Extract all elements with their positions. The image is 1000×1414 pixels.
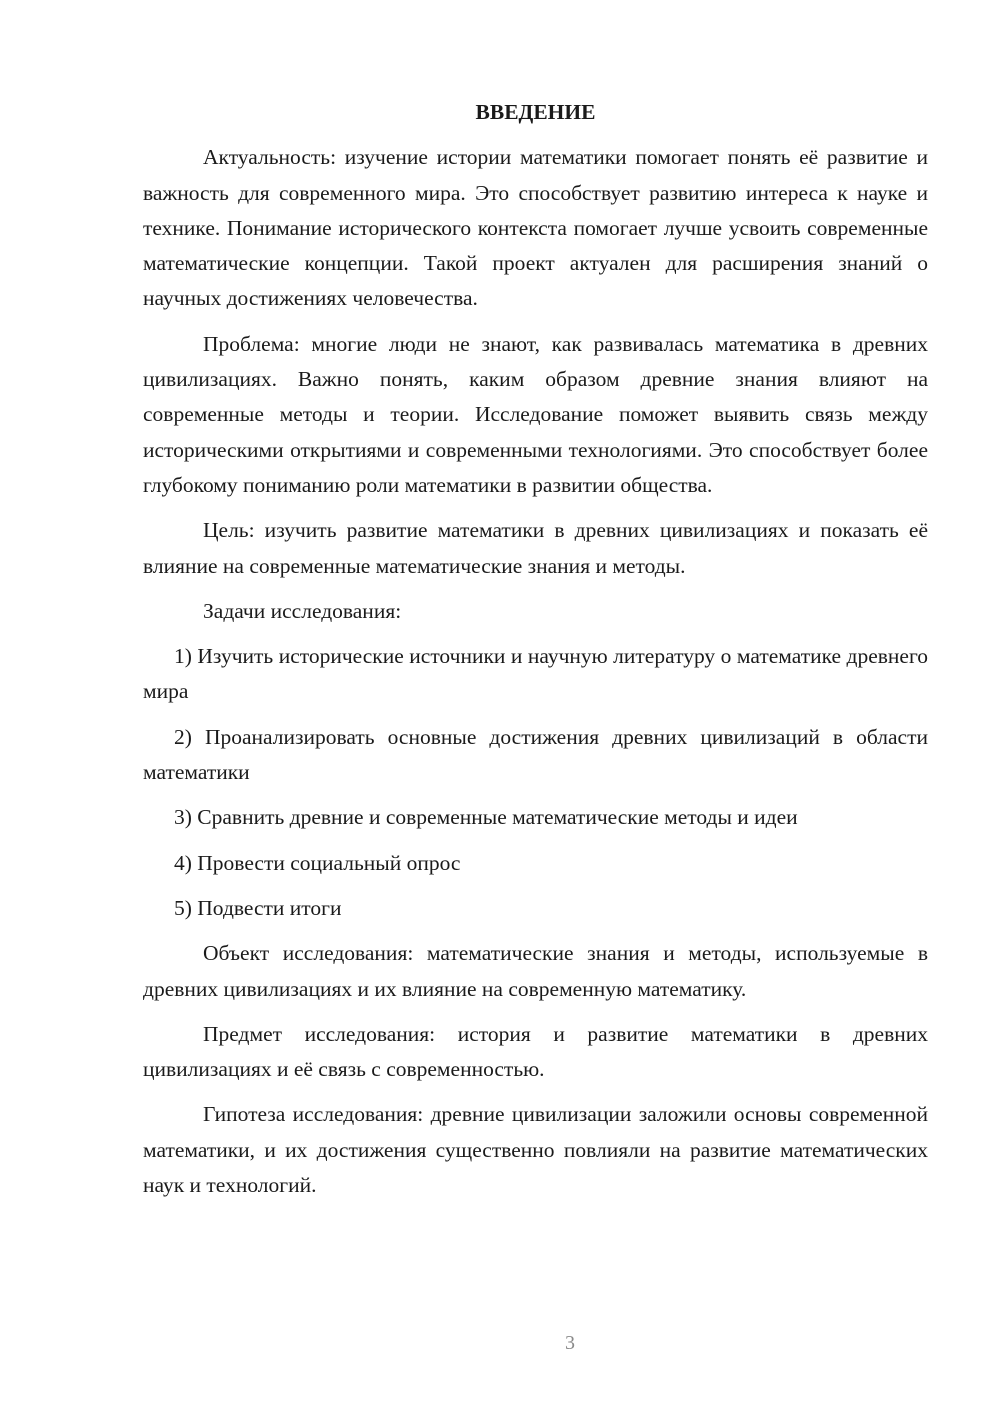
page-title: ВВЕДЕНИЕ bbox=[475, 100, 596, 124]
list-item: 5) Подвести итоги bbox=[174, 895, 342, 920]
list-item: 1) Изучить исторические источники и научную литературу о математике древнего мира bbox=[143, 644, 928, 704]
object-paragraph: Объект исследования: математические знания и методы, используемые в древних цивилизациях и их влияние на современную математику. bbox=[143, 941, 928, 1001]
tasks-list bbox=[143, 639, 928, 926]
list-item: 3) Сравнить древние и современные математические методы и идеи bbox=[174, 805, 798, 830]
problem-paragraph: Проблема: многие люди не знают, как развивалась математика в древних цивилизациях. Важно понять, каким образом древние знания влияют на современные методы и теории. Исследование поможет выявить связь между историческими открытиями и современными технологиями. Это способствует более глубокому пониманию роли математики в развитии общества. bbox=[143, 331, 928, 497]
hypothesis-paragraph: Гипотеза исследования: древние цивилизации заложили основы современной математики, и их достижения существенно повлияли на развитие математических наук и технологий. bbox=[143, 1102, 928, 1198]
relevance-paragraph: Актуальность: изучение истории математики помогает понять её развитие и важность для современного мира. Это способствует развитию интереса к науке и технике. Понимание исторического контекста помогает лучше усвоить современные математические концепции. Такой проект актуален для расширения знаний о научных достижениях человечества. bbox=[143, 145, 928, 311]
goal-paragraph: Цель: изучить развитие математики в древних цивилизациях и показать её влияние на современные математические знания и методы. bbox=[143, 518, 928, 578]
document-body bbox=[143, 95, 928, 1213]
tasks-heading: Задачи исследования: bbox=[203, 598, 402, 623]
page-number: 3 bbox=[565, 1332, 575, 1354]
list-item: 4) Провести социальный опрос bbox=[174, 850, 461, 875]
list-item: 2) Проанализировать основные достижения древних цивилизаций в области математики bbox=[143, 724, 928, 785]
subject-paragraph: Предмет исследования: история и развитие математики в древних цивилизациях и её связь с современностью. bbox=[143, 1021, 928, 1082]
